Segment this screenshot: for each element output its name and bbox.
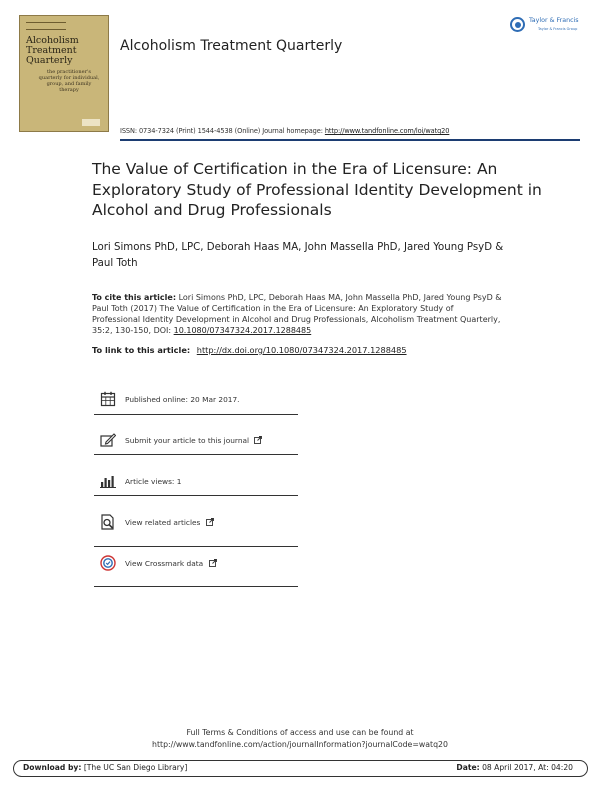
publisher-name: Taylor & Francis (529, 17, 579, 24)
downloaded-by-value: [The UC San Diego Library] (83, 763, 188, 772)
downloaded-by (23, 763, 187, 772)
published-online-text: Published online: 20 Mar 2017. (125, 395, 240, 404)
terms-url-link[interactable]: http://www.tandfonline.com/action/journalInformation?journalCode=watq20 (152, 740, 448, 749)
citation-text: Lori Simons PhD, LPC, Deborah Haas MA, John Massella PhD, Jared Young PsyD & Paul Toth (2017) The Value of Certification in the Era of Licensure: An Exploratory Study of Professional Identity Development in Alcohol and Drug Professionals, Alcoholism Treatment Quarterly, 35:2, 130-150, DOI: (92, 293, 502, 335)
info-divider (94, 586, 298, 587)
submit-article-label: Submit your article to this journal (125, 436, 250, 445)
terms-line: Full Terms & Conditions of access and use can be found at (186, 728, 414, 737)
article-link-label: To link to this article: (92, 345, 191, 355)
related-articles-link[interactable] (125, 518, 214, 527)
cover-subtitle: the practitioner's quarterly for individual, group, and family therapy (38, 69, 100, 93)
related-articles-icon (100, 514, 116, 530)
crossmark-row[interactable] (100, 555, 300, 575)
crossmark-label: View Crossmark data (125, 559, 204, 568)
publisher-tagline: Taylor & Francis Group (538, 27, 578, 31)
citation-block (92, 292, 502, 336)
download-info-bar (13, 760, 588, 777)
download-date-value: 08 April 2017, At: 04:20 (482, 763, 573, 772)
edit-icon (100, 432, 116, 448)
article-views-row (100, 473, 300, 493)
terms-notice (0, 727, 600, 751)
downloaded-by-label: Download by: (23, 763, 82, 772)
info-divider (94, 454, 298, 455)
publisher-logo-mark-icon (510, 17, 525, 32)
bar-chart-icon (100, 473, 116, 489)
article-title: The Value of Certification in the Era of Licensure: An Exploratory Study of Professional Identity Development in Alcohol and Drug Professionals (92, 160, 542, 219)
cover-title: Alcoholism Treatment Quarterly (26, 35, 79, 66)
related-articles-label: View related articles (125, 518, 201, 527)
download-date (456, 763, 573, 772)
journal-homepage-link[interactable]: http://www.tandfonline.com/loi/watq20 (324, 127, 450, 135)
citation-doi-link[interactable]: 10.1080/07347324.2017.1288485 (173, 326, 312, 335)
submit-article-row[interactable] (100, 432, 300, 452)
info-divider (94, 495, 298, 496)
download-date-label: Date: (456, 763, 480, 772)
related-articles-row[interactable] (100, 514, 300, 534)
publisher-logo (510, 15, 586, 43)
journal-cover-image (19, 15, 109, 132)
article-link-row (92, 345, 407, 355)
cover-top-bar (26, 22, 66, 30)
journal-title: Alcoholism Treatment Quarterly (120, 38, 343, 54)
external-link-icon (209, 559, 217, 567)
article-doi-url-link[interactable]: http://dx.doi.org/10.1080/07347324.2017.1288485 (196, 345, 407, 355)
citation-label: To cite this article: (92, 293, 177, 302)
crossmark-icon (100, 555, 116, 571)
header-divider (120, 139, 580, 141)
info-divider (94, 546, 298, 547)
external-link-icon (206, 518, 214, 526)
submit-article-link[interactable] (125, 436, 262, 445)
crossmark-link[interactable] (125, 559, 217, 568)
article-views-text: Article views: 1 (125, 477, 182, 486)
article-authors: Lori Simons PhD, LPC, Deborah Haas MA, John Massella PhD, Jared Young PsyD & Paul Toth (92, 242, 504, 269)
calendar-icon (100, 391, 116, 407)
issn-line (120, 127, 449, 135)
external-link-icon (254, 436, 262, 444)
cover-publisher-logo (82, 119, 100, 126)
issn-text: ISSN: 0734-7324 (Print) 1544-4538 (Online) Journal homepage: (120, 127, 323, 135)
published-online-row (100, 391, 300, 411)
info-divider (94, 414, 298, 415)
